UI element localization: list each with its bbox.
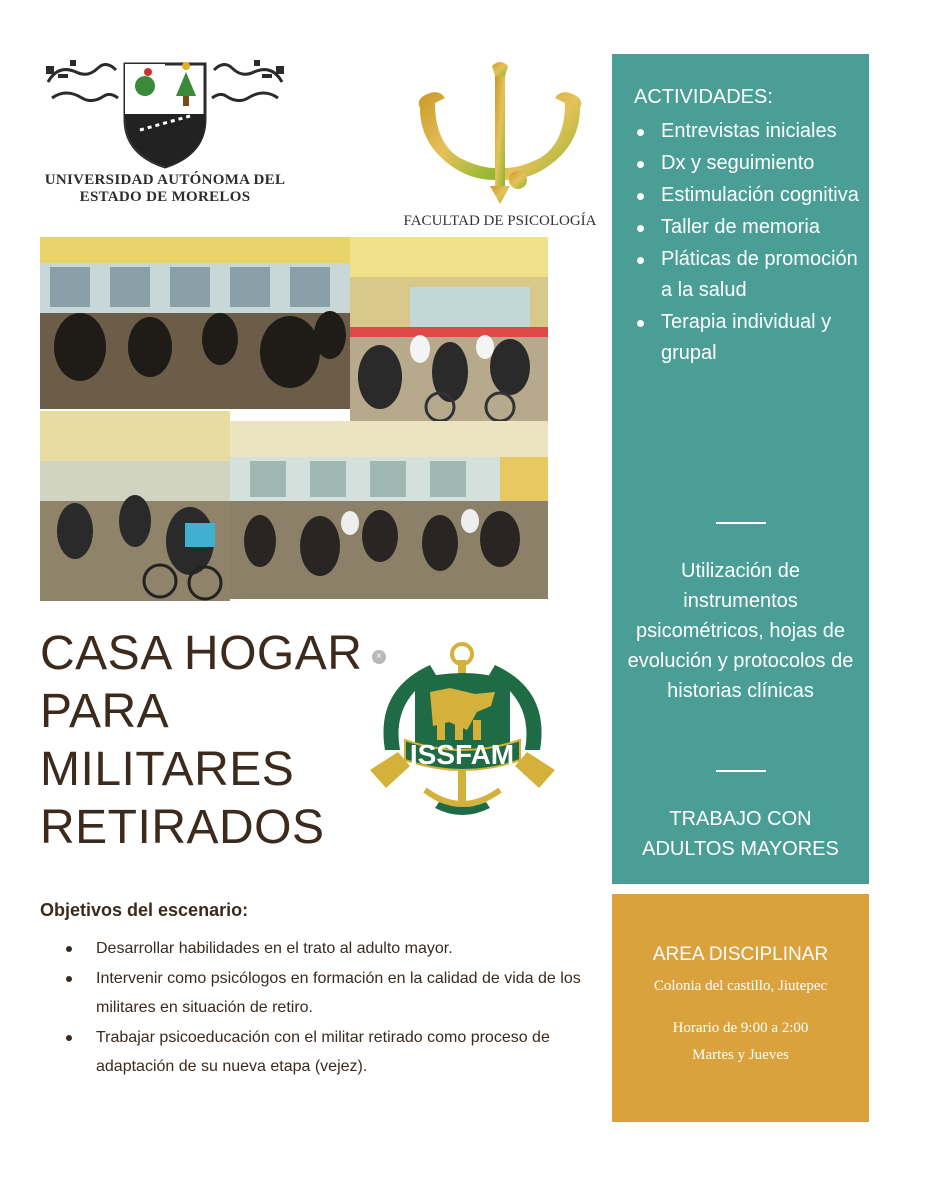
uaem-logo xyxy=(40,52,290,212)
bullet-icon xyxy=(637,225,644,232)
bullet-icon xyxy=(66,976,72,982)
activities-panel xyxy=(612,54,869,884)
title-line4: RETIRADOS xyxy=(40,801,325,854)
activity-text: Estimulación cognitiva xyxy=(661,184,859,206)
activity-photo-3 xyxy=(40,411,230,601)
focus-text: TRABAJO CON ADULTOS MAYORES xyxy=(642,808,839,860)
bullet-icon xyxy=(637,193,644,200)
bullet-icon xyxy=(637,129,644,136)
objective-text: Desarrollar habilidades en el trato al adulto mayor. xyxy=(96,940,453,957)
area-panel xyxy=(612,894,869,1122)
activity-text: Entrevistas iniciales xyxy=(661,120,837,142)
activity-photo-4 xyxy=(230,421,548,599)
university-name-line1: UNIVERSIDAD AUTÓNOMA DEL xyxy=(44,172,286,188)
list-item xyxy=(40,964,605,1022)
instruments-text: Utilización de instrumentos psicométricos, hojas de evolución y protocolos de historias clínicas xyxy=(627,560,854,702)
activity-text: Taller de memoria xyxy=(661,216,820,238)
list-item xyxy=(40,934,605,963)
area-hours: Horario de 9:00 a 2:00 xyxy=(672,1020,809,1036)
page-title xyxy=(40,625,370,857)
area-location: Colonia del castillo, Jiutepec xyxy=(653,978,828,994)
bullet-icon xyxy=(637,257,644,264)
objectives-list xyxy=(40,934,605,1082)
uaem-shield-icon xyxy=(40,52,290,172)
faculty-logo xyxy=(400,58,600,238)
activities-list xyxy=(634,116,862,370)
objective-text: Intervenir como psicólogos en formación en la calidad de vida de los militares en situación de retiro. xyxy=(96,970,581,1016)
objective-text: Trabajar psicoeducación con el militar retirado como proceso de adaptación de su nueva etapa (vejez). xyxy=(96,1029,550,1075)
objectives-heading: Objetivos del escenario: xyxy=(40,900,249,920)
title-line1: CASA HOGAR xyxy=(40,627,363,680)
activity-photo-1 xyxy=(40,237,350,409)
bullet-icon xyxy=(66,1035,72,1041)
faculty-name: FACULTAD DE PSICOLOGÍA xyxy=(403,213,597,229)
area-days: Martes y Jueves xyxy=(692,1047,789,1063)
bullet-icon xyxy=(637,320,644,327)
list-item xyxy=(634,307,862,369)
activity-photo-2 xyxy=(350,237,548,423)
divider xyxy=(716,522,766,524)
bullet-icon xyxy=(66,946,72,952)
psi-trident-icon xyxy=(400,58,600,208)
bullet-icon xyxy=(637,161,644,168)
issfam-emblem-icon xyxy=(365,640,560,820)
list-item xyxy=(634,148,862,179)
activities-heading: ACTIVIDADES: xyxy=(634,86,773,108)
title-line3: MILITARES xyxy=(40,743,295,796)
university-name-line2: ESTADO DE MORELOS xyxy=(79,189,251,205)
list-item xyxy=(634,180,862,211)
issfam-logo-text: ISSFAM xyxy=(409,739,515,770)
list-item xyxy=(40,1023,605,1081)
activity-text: Terapia individual y grupal xyxy=(661,311,832,364)
list-item xyxy=(634,244,862,306)
activity-text: Pláticas de promoción a la salud xyxy=(661,248,858,301)
list-item xyxy=(634,116,862,147)
area-title: AREA DISCIPLINAR xyxy=(652,944,829,965)
close-icon: × xyxy=(372,650,386,664)
divider xyxy=(716,770,766,772)
issfam-logo xyxy=(365,640,560,820)
activity-text: Dx y seguimiento xyxy=(661,152,815,174)
list-item xyxy=(634,212,862,243)
university-name xyxy=(40,172,290,206)
title-line2: PARA xyxy=(40,685,170,738)
